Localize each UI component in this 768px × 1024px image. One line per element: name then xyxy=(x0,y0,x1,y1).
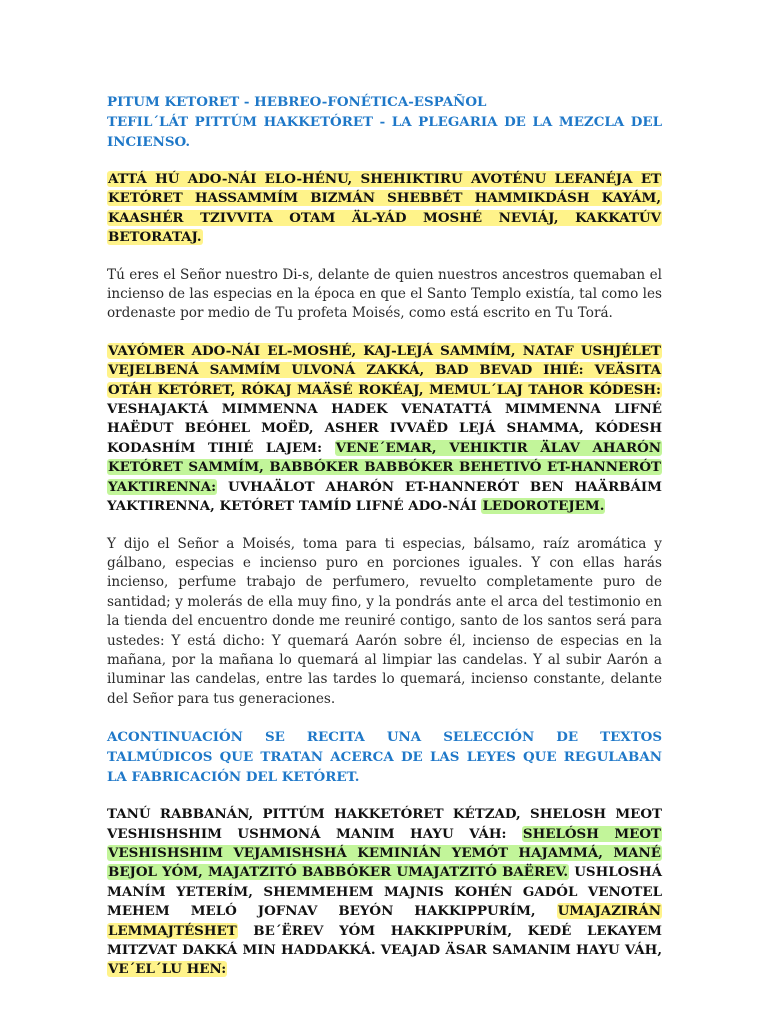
hebrew-phonetic-block-2 xyxy=(107,342,662,517)
plain-text: USHLOSHÁ MANÍM YETERÍM, SHEMMEHEM MAJNIS KOHÉN GADÓL VENOTEL MEHEM MELÓ JOFNAV BEYÓN HAKKIPPURÍM, xyxy=(107,864,663,920)
green-highlight: SHELÓSH MEOT VESHISHSHIM VEJAMISHSHÁ KEMINIÁN YEMÓT HAJAMMÁ, MANÉ BEJOL YÓM, MAJATZITÓ BABBÓKER UMAJATZITÓ BAËREV. xyxy=(108,825,661,881)
document-page xyxy=(107,92,662,998)
document-title: PITUM KETORET - HEBREO-FONÉTICA-ESPAÑOL xyxy=(107,94,487,110)
yellow-highlight: ATTÁ HÚ ADO-NÁI ELO-HÉNU, SHEHIKTIRU AVOTÉNU LEFANÉJA ET KETÓRET HASSAMMÍM BIZMÁN SHEBBÉT HAMMIKDÁSH KAYÁM, KAASHÉR TZIVVITA OTAM ÄL-YÁD MOSHÉ NEVIÁJ, KAKKATÚV BETORATAJ. xyxy=(108,171,661,246)
plain-text: VESHAJAKTÁ MIMMENNA HADEK VENATATTÁ MIMMENNA LIFNÉ HAËDUT BEÓHEL MOËD, ASHER IVVAËD LEJÁ SHAMMA, KÓDESH KODASHÍM TIHIÉ LAJEM: xyxy=(107,401,662,456)
green-highlight: LEDOROTEJEM. xyxy=(482,498,605,515)
plain-text: UVHAÄLOT AHARÓN ET-HANNERÓT BEN HAÄRBÁIM YAKTIRENNA, KETÓRET TAMÍD LIFNÉ ADO-NÁI xyxy=(107,478,662,515)
plain-text: TANÚ RABBANÁN, PITTÚM HAKKETÓRET KÉTZAD, SHELOSH MEOT VESHISHSHIM USHMONÁ MANIM HAYU VÁH: xyxy=(107,806,662,842)
spanish-translation-1: Tú eres el Señor nuestro Di-s, delante de quien nuestros ancestros quemaban el incienso de las especias en la época en que el Santo Templo existía, tal como les ordenaste por medio de Tu profeta Moisés, como está escrito en Tu Torá. xyxy=(107,266,662,322)
hebrew-phonetic-block-3 xyxy=(107,805,662,980)
yellow-highlight: VAYÓMER ADO-NÁI EL-MOSHÉ, KAJ-LEJÁ SAMMÍM, NATAF USHJÉLET VEJELBENÁ SAMMÍM ULVONÁ ZAKKÁ, BAD BEVAD IHIÉ: VEÄSITA OTÁH KETÓRET, RÓKAJ MAÄSÉ ROKÉAJ, MEMUL´LAJ TAHOR KÓDESH: xyxy=(108,342,661,398)
document-subtitle: TEFIL´LÁT PITTÚM HAKKETÓRET - LA PLEGARIA DE LA MEZCLA DEL INCIENSO. xyxy=(107,114,662,150)
spanish-translation-2: Y dijo el Señor a Moisés, toma para ti especias, bálsamo, raíz aromática y gálbano, especias e incienso puro en porciones iguales. Y con ellas harás incienso, perfume trabajo de perfumero, revuelto completamente puro de santidad; y molerás de ella muy fino, y la pondrás ante el arca del testimonio en la tienda del encuentro donde me reuniré contigo, santo de los santos será para ustedes: Y está dicho: Y quemará Aarón sobre él, incienso de especias en la mañana, por la mañana lo quemará al limpiar las candelas. Y al subir Aarón a iluminar las candelas, entre las tardes lo quemará, incienso constante, delante del Señor para tus generaciones. xyxy=(107,535,662,707)
hebrew-phonetic-block-1 xyxy=(107,170,662,248)
plain-text: BE´ËREV YÓM HAKKIPPURÍM, KEDÉ LEKAYEM MITZVAT DAKKÁ MIN HADDAKKÁ. VEAJAD ÄSAR SAMANIM HAYU VÁH, xyxy=(107,922,662,958)
green-highlight: VENE´EMAR, VEHIKTIR ÄLAV AHARÓN KETÓRET SAMMÍM, BABBÓKER BABBÓKER BEHETIVÓ ET-HANNERÓT YAKTIRENNA: xyxy=(108,439,661,495)
section-heading-talmudic: ACONTINUACIÓN SE RECITA UNA SELECCIÓN DE TEXTOS TALMÚDICOS QUE TRATAN ACERCA DE LAS LEYES QUE REGULABAN LA FABRICACIÓN DEL KETÓRET. xyxy=(107,729,662,786)
yellow-highlight: UMAJAZIRÁN LEMMAJTÉSHET xyxy=(108,903,661,939)
yellow-highlight: VE´EL´LU HEN: xyxy=(108,961,227,978)
